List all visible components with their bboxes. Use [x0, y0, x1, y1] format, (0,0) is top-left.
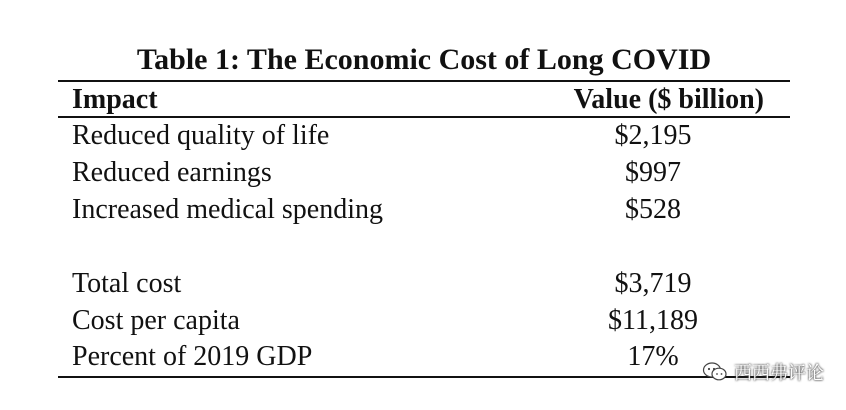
table-row [72, 118, 764, 154]
table-row [72, 303, 764, 339]
row-value: $997 [625, 157, 681, 188]
row-value: $3,719 [614, 268, 692, 299]
table-row [72, 266, 764, 302]
watermark [702, 356, 824, 388]
row-value: $11,189 [608, 305, 698, 336]
row-value: 17% [627, 341, 679, 372]
row-value: $2,195 [614, 120, 692, 151]
wechat-icon [702, 359, 728, 385]
header-value: Value ($ billion) [573, 84, 764, 115]
table-row [72, 192, 764, 228]
row-label: Reduced quality of life [72, 120, 330, 151]
header-impact: Impact [72, 84, 158, 115]
row-label: Cost per capita [72, 305, 240, 336]
table-row [72, 339, 764, 375]
row-label: Reduced earnings [72, 157, 272, 188]
row-label: Percent of 2019 GDP [72, 341, 313, 372]
watermark-text: 西西弗评论 [734, 363, 824, 384]
bottom-rule [58, 376, 790, 378]
table-title: Table 1: The Economic Cost of Long COVID [136, 43, 712, 76]
table-header [72, 82, 764, 118]
row-value: $528 [625, 194, 681, 225]
row-label: Increased medical spending [72, 194, 383, 225]
table-row [72, 155, 764, 191]
row-label: Total cost [72, 268, 182, 299]
